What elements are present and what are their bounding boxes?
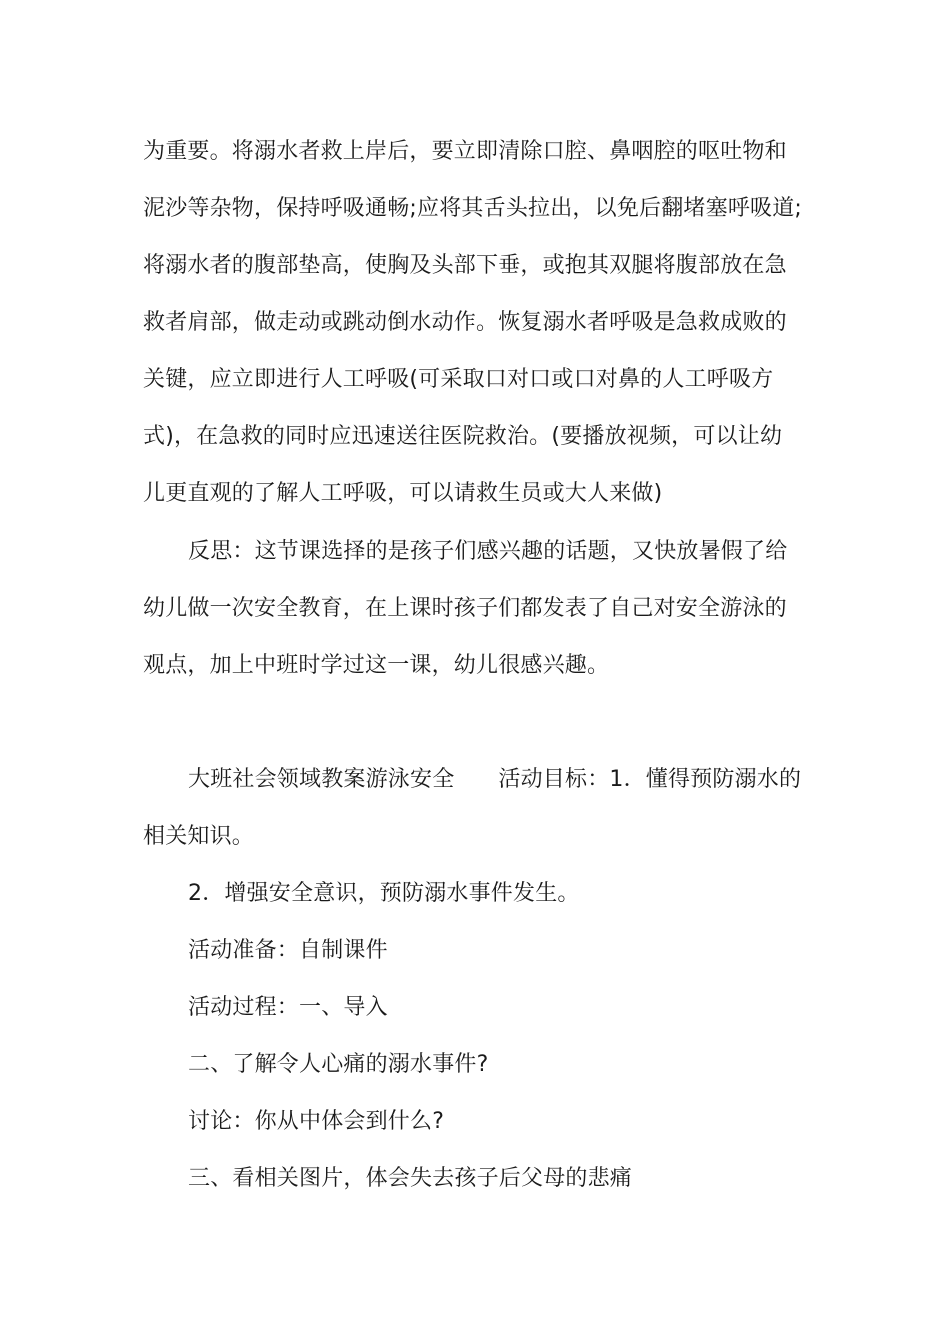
paragraph-line: 关键，应立即进行人工呼吸(可采取口对口或口对鼻的人工呼吸方 — [143, 367, 774, 392]
lesson-step-3: 三、看相关图片，体会失去孩子后父母的悲痛 — [188, 1166, 633, 1191]
lesson-discussion: 讨论：你从中体会到什么? — [188, 1109, 445, 1134]
lesson-process: 活动过程：一、导入 — [188, 995, 388, 1020]
paragraph-line: 反思：这节课选择的是孩子们感兴趣的话题，又快放暑假了给 — [188, 539, 788, 564]
lesson-goal-2: 2．增强安全意识，预防溺水事件发生。 — [188, 881, 580, 906]
paragraph-line: 儿更直观的了解人工呼吸，可以请救生员或大人来做) — [143, 481, 663, 506]
lesson-plan-section — [143, 751, 813, 1207]
lesson-title: 大班社会领域教案游泳安全 — [188, 767, 455, 792]
lesson-heading-line — [143, 751, 813, 808]
paragraph-line: 为重要。将溺水者救上岸后，要立即清除口腔、鼻咽腔的呕吐物和 — [143, 139, 787, 164]
rescue-paragraph — [143, 123, 813, 522]
paragraph-line: 将溺水者的腹部垫高，使胸及头部下垂，或抱其双腿将腹部放在急 — [143, 253, 787, 278]
lesson-step-2: 二、了解令人心痛的溺水事件? — [188, 1052, 489, 1077]
paragraph-line: 式)，在急救的同时应迅速送往医院救治。(要播放视频，可以让幼 — [143, 424, 783, 449]
paragraph-line: 观点，加上中班时学过这一课，幼儿很感兴趣。 — [143, 653, 610, 678]
paragraph-line: 救者肩部，做走动或跳动倒水动作。恢复溺水者呼吸是急救成败的 — [143, 310, 787, 335]
paragraph-line: 幼儿做一次安全教育，在上课时孩子们都发表了自己对安全游泳的 — [143, 596, 787, 621]
paragraph-line: 泥沙等杂物，保持呼吸通畅;应将其舌头拉出，以免后翻堵塞呼吸道; — [143, 196, 803, 221]
lesson-preparation: 活动准备：自制课件 — [188, 938, 388, 963]
lesson-goal-intro: 活动目标：1．懂得预防溺水的 — [498, 767, 802, 792]
lesson-goal-continuation: 相关知识。 — [143, 824, 255, 849]
reflection-paragraph — [143, 523, 813, 694]
